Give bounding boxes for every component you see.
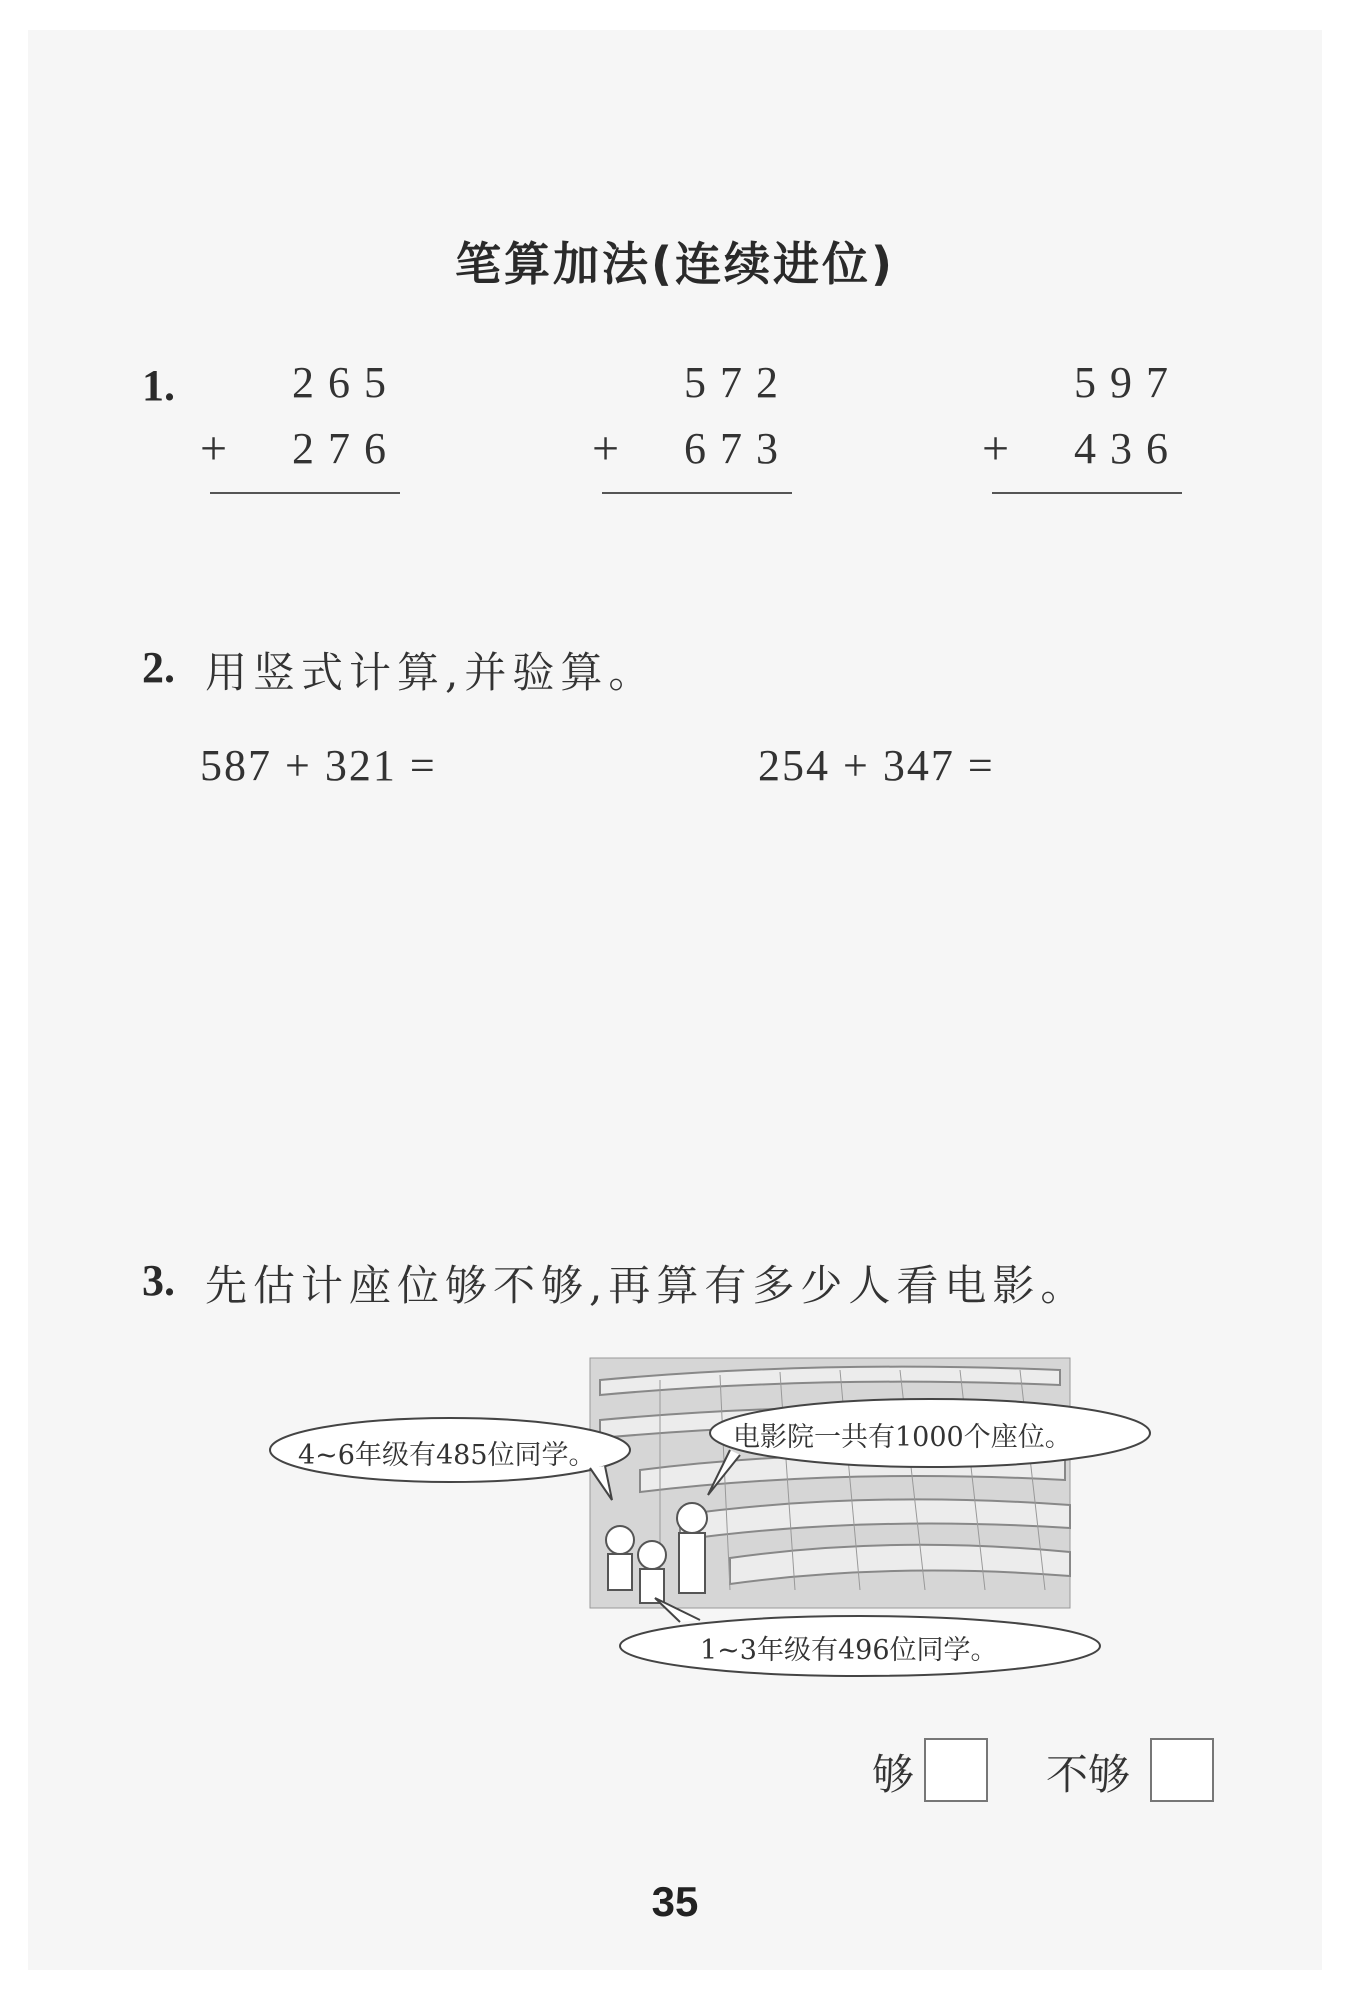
vertical-addition-3 bbox=[982, 350, 1182, 494]
bubble-text-grades-1-3: 1~3年级有496位同学。 bbox=[700, 1635, 998, 1666]
page-number: 35 bbox=[651, 1878, 699, 1925]
page-title: 笔算加法(连续进位) bbox=[454, 237, 896, 291]
plus-sign: + bbox=[200, 422, 228, 475]
addend-top: 572 bbox=[684, 358, 792, 407]
vertical-addition-2 bbox=[592, 350, 792, 494]
option-not-enough-label: 不够 bbox=[1046, 1750, 1131, 1799]
question-2-number: 2. bbox=[142, 643, 175, 692]
sum-line bbox=[992, 492, 1182, 494]
expression-2: 254 + 347 = bbox=[758, 741, 995, 790]
bubble-text-grades-4-6: 4~6年级有485位同学。 bbox=[298, 1440, 596, 1471]
addend-top: 265 bbox=[292, 358, 400, 407]
vertical-addition-1 bbox=[200, 350, 400, 494]
question-3-text: 先估计座位够不够,再算有多少人看电影。 bbox=[205, 1261, 1089, 1310]
addend-bottom: 673 bbox=[684, 424, 792, 473]
question-2-text: 用竖式计算,并验算。 bbox=[205, 648, 657, 697]
plus-sign: + bbox=[592, 422, 620, 475]
question-3-number: 3. bbox=[142, 1256, 175, 1305]
addend-bottom: 436 bbox=[1074, 424, 1182, 473]
sum-line bbox=[210, 492, 400, 494]
sum-line bbox=[602, 492, 792, 494]
addend-top: 597 bbox=[1074, 358, 1182, 407]
addend-bottom: 276 bbox=[292, 424, 400, 473]
option-enough-box[interactable] bbox=[924, 1738, 988, 1802]
option-not-enough-box[interactable] bbox=[1150, 1738, 1214, 1802]
question-1-number: 1. bbox=[142, 361, 175, 410]
bubble-text-total-seats: 电影院一共有1000个座位。 bbox=[733, 1422, 1072, 1453]
option-enough-label: 够 bbox=[872, 1750, 915, 1799]
plus-sign: + bbox=[982, 422, 1010, 475]
expression-1: 587 + 321 = bbox=[200, 741, 437, 790]
